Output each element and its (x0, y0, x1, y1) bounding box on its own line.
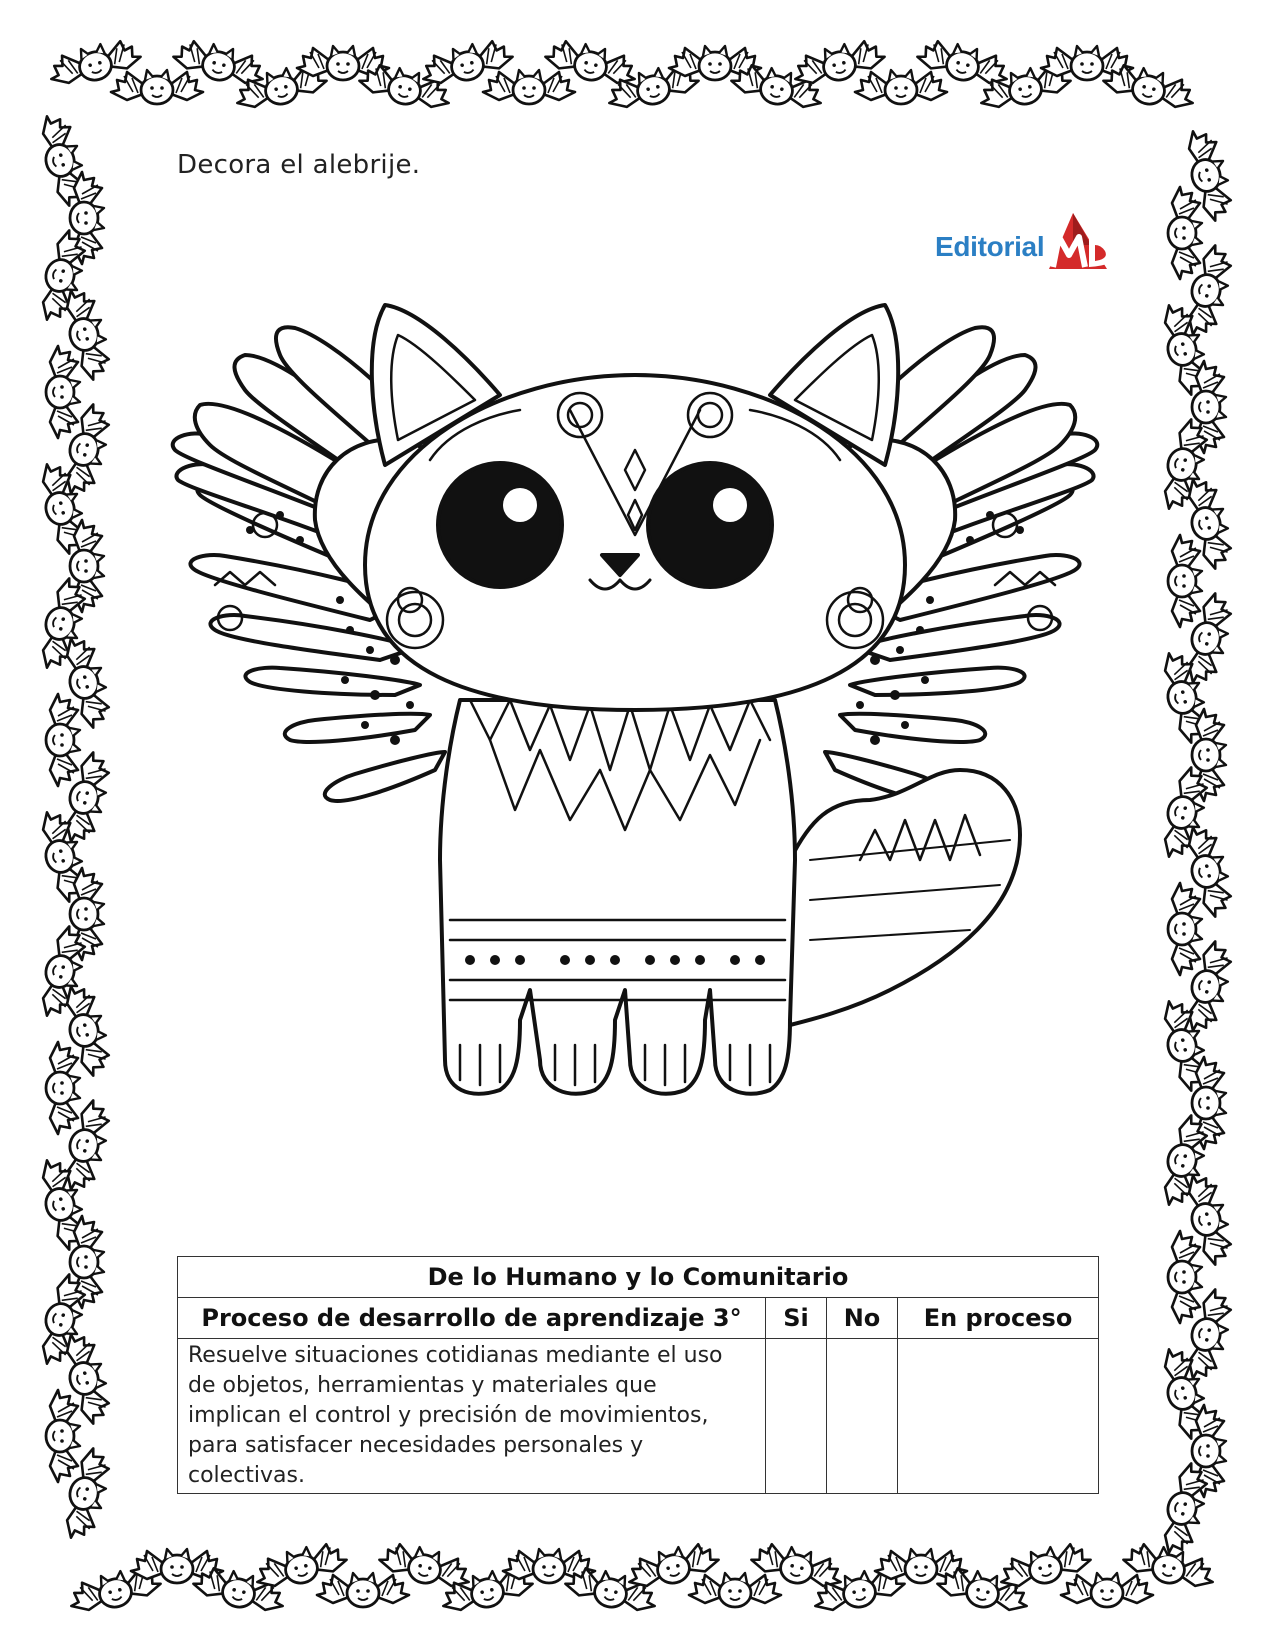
bat-icon (483, 70, 575, 104)
evaluation-rubric-table (177, 1256, 1099, 1494)
cat-tail (790, 770, 1020, 1025)
header-en-proceso: En proceso (898, 1298, 1099, 1339)
bat-icon (1168, 187, 1202, 279)
instruction-text: Decora el alebrije. (177, 150, 421, 180)
alebrije-cat-illustration (170, 300, 1100, 1160)
si-cell[interactable] (766, 1339, 827, 1494)
rubric-description: Resuelve situaciones cotidianas mediante el uso de objetos, herramientas y materiales que implican el control y precisión de movimientos, para satisfacer necesidades personales y colectivas. (178, 1339, 766, 1494)
md-mark-icon (1043, 205, 1125, 275)
cat-body (440, 700, 795, 1094)
bat-icon (111, 70, 203, 104)
right-eye (648, 463, 772, 587)
bat-icon (1061, 1573, 1153, 1607)
en-proceso-cell[interactable] (898, 1339, 1099, 1494)
editorial-md-logo (935, 205, 1125, 275)
bat-icon (317, 1573, 409, 1607)
header-si: Si (766, 1298, 827, 1339)
bat-icon (1168, 535, 1202, 627)
bat-icon (46, 1390, 80, 1482)
left-eye (438, 463, 562, 587)
bat-icon (689, 1573, 781, 1607)
header-process: Proceso de desarrollo de aprendizaje 3° (178, 1298, 766, 1339)
bat-icon (46, 694, 80, 786)
bat-icon (46, 346, 80, 438)
no-cell[interactable] (827, 1339, 898, 1494)
logo-text: Editorial (935, 231, 1045, 262)
header-no: No (827, 1298, 898, 1339)
rubric-title: De lo Humano y lo Comunitario (178, 1257, 1099, 1298)
bat-icon (1168, 1231, 1202, 1323)
bat-icon (1168, 883, 1202, 975)
bat-icon (855, 70, 947, 104)
bat-icon (46, 1042, 80, 1134)
